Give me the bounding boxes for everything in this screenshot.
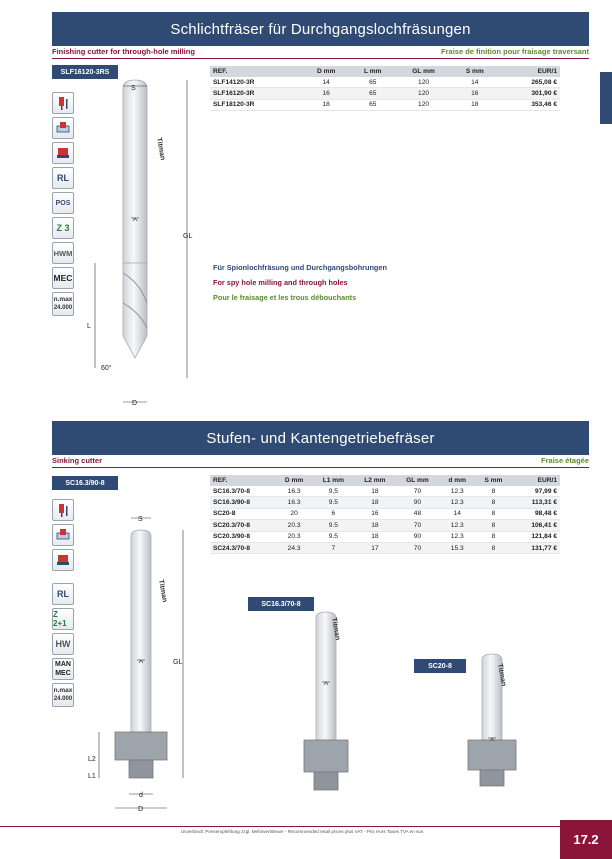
cell: SC20.3/90-8 (210, 531, 276, 542)
cell: 12.3 (439, 497, 475, 508)
cell: SC20-8 (210, 508, 276, 519)
col-ref: REF. (210, 475, 276, 486)
cell: 15.3 (439, 542, 475, 553)
cell: 24.3 (276, 542, 313, 553)
machine-icon (52, 549, 74, 571)
table-row (210, 497, 560, 508)
dim-gl: GL (183, 233, 193, 240)
dim-gl: GL (173, 659, 183, 666)
cell: 18 (354, 531, 396, 542)
cell: 301,90 € (498, 88, 560, 99)
section2-subtitle-fr: Fraise étagée (541, 456, 589, 465)
section2-brand: Titman (157, 579, 168, 603)
man-mec-icon (52, 658, 74, 680)
nmax-label: n.max (53, 296, 73, 303)
section2-tool-drawing (85, 510, 195, 815)
spindle-icon (52, 92, 74, 114)
table-header-row (210, 66, 560, 77)
cell: 18 (302, 99, 349, 110)
dim-s: S (138, 516, 143, 523)
cell: 113,31 € (512, 497, 560, 508)
col-price: EUR/1 (498, 66, 560, 77)
product-badge-1: SC16.3/70-8 (248, 597, 314, 611)
col-gl: GL mm (396, 66, 452, 77)
cell: 14 (439, 508, 475, 519)
dim-d: D (132, 400, 138, 407)
cell: 265,08 € (498, 77, 560, 88)
cell: 20 (276, 508, 313, 519)
cell: 12.3 (439, 520, 475, 531)
cell: 20.3 (276, 531, 313, 542)
section1-rule (52, 58, 589, 59)
col-l: L mm (350, 66, 396, 77)
pos-icon: POS (52, 192, 74, 214)
nmax-label: n.max (53, 687, 73, 694)
mec-icon: MEC (52, 267, 74, 289)
footer-rule (0, 826, 560, 827)
table-row (210, 508, 560, 519)
cell: 121,84 € (512, 531, 560, 542)
cell: 8 (475, 486, 512, 497)
col-price: EUR/1 (512, 475, 560, 486)
cell: 18 (451, 99, 498, 110)
cell: 18 (354, 486, 396, 497)
cell: 120 (396, 77, 452, 88)
cell: 12.3 (439, 486, 475, 497)
dim-d: D (138, 806, 144, 813)
cell: 106,41 € (512, 520, 560, 531)
cell: 16 (354, 508, 396, 519)
table-row (210, 531, 560, 542)
section2-spec-table (210, 475, 560, 554)
product-badge-2: SC20-8 (414, 659, 466, 673)
cell: 7 (313, 542, 355, 553)
cell: 16.3 (276, 486, 313, 497)
table-row (210, 542, 560, 553)
product-brand-1: Titman (330, 617, 341, 641)
cell: 6 (313, 508, 355, 519)
cell: 14 (451, 77, 498, 88)
col-d: D mm (276, 475, 313, 486)
col-small-d: d mm (439, 475, 475, 486)
section1-tool-drawing (85, 78, 205, 410)
section2-subtitle-en: Sinking cutter (52, 456, 103, 465)
cell: 70 (396, 520, 440, 531)
cell: 65 (350, 77, 396, 88)
section1-spec-table (210, 66, 560, 111)
section1-feature-en: For spy hole milling and through holes (213, 278, 348, 287)
cell: 65 (350, 99, 396, 110)
z-icon: Z 3 (52, 217, 74, 239)
col-l1: L1 mm (313, 475, 355, 486)
col-s: S mm (475, 475, 512, 486)
cell: 90 (396, 531, 440, 542)
cell: 16 (451, 88, 498, 99)
rotation-rl-icon: RL (52, 583, 74, 605)
cell: SLF14120-3R (210, 77, 302, 88)
dim-s: S (131, 85, 136, 92)
section1-brand: Titman (155, 137, 166, 161)
hwm-icon: HWM (52, 242, 74, 264)
cell: 70 (396, 542, 440, 553)
man-label: MAN (55, 661, 71, 668)
section2-rule (52, 467, 589, 468)
cell: 8 (475, 542, 512, 553)
spindle-icon (52, 499, 74, 521)
table-row (210, 88, 560, 99)
table-row (210, 486, 560, 497)
cell: SLF16120-3R (210, 88, 302, 99)
product-image-2 (462, 652, 524, 800)
cell: 9.5 (313, 531, 355, 542)
cell: 17 (354, 542, 396, 553)
cell: 120 (396, 99, 452, 110)
table-row (210, 520, 560, 531)
section1-icon-column (52, 92, 78, 319)
cell: SLF18120-3R (210, 99, 302, 110)
section1-subtitle-fr: Fraise de finition pour fraisage traversant (441, 47, 589, 56)
nmax-value: 24.000 (53, 305, 73, 311)
dim-l1: L1 (88, 773, 96, 780)
cell: 9,5 (313, 486, 355, 497)
cell: 8 (475, 520, 512, 531)
section1-feature-fr: Pour le fraisage et les trous débouchants (213, 293, 357, 302)
cell: 98,48 € (512, 508, 560, 519)
section1-feature-de: Für Spionlochfräsung und Durchgangsbohrungen (213, 263, 387, 272)
cell: 8 (475, 497, 512, 508)
cell: 48 (396, 508, 440, 519)
cell: 14 (302, 77, 349, 88)
cell: 12.3 (439, 531, 475, 542)
hw-icon: HW (52, 633, 74, 655)
section2-icon-column (52, 499, 78, 710)
cell: 8 (475, 531, 512, 542)
dim-l: L (87, 323, 91, 330)
cell: 120 (396, 88, 452, 99)
section1-ref-badge: SLF16120-3RS (52, 65, 118, 79)
machine-icon (52, 142, 74, 164)
cell: 16 (302, 88, 349, 99)
dim-small-d: d (139, 792, 143, 799)
nmax-value: 24.000 (53, 696, 73, 702)
hole-milling-icon (52, 117, 74, 139)
cell: SC20.3/70-8 (210, 520, 276, 531)
table-header-row (210, 475, 560, 486)
cell: 18 (354, 497, 396, 508)
col-l2: L2 mm (354, 475, 396, 486)
rotation-rl-icon: RL (52, 167, 74, 189)
cell: 9.5 (313, 497, 355, 508)
section2-ref-badge: SC16.3/90-8 (52, 476, 118, 490)
page-number: 17.2 (560, 820, 612, 859)
nmax-icon (52, 292, 74, 316)
cell: SC16.3/90-8 (210, 497, 276, 508)
z-icon: Z 2+1 (52, 608, 74, 630)
hole-milling-icon (52, 524, 74, 546)
mec-label: MEC (55, 670, 71, 677)
cell: 131,77 € (512, 542, 560, 553)
cell: 70 (396, 486, 440, 497)
chapter-tab[interactable] (600, 72, 612, 124)
dim-angle: 60° (101, 365, 112, 372)
cell: 16.3 (276, 497, 313, 508)
nmax-icon (52, 683, 74, 707)
table-row (210, 99, 560, 110)
cell: 90 (396, 497, 440, 508)
cell: 20.3 (276, 520, 313, 531)
cell: 97,99 € (512, 486, 560, 497)
footer-text: Unverbindl. Preisempfehlung zzgl. Mehrwertsteuer - Recommended retail prices plus VAT - Prix Hors Taxes TVA en sus (180, 829, 424, 834)
section1-subtitles (52, 44, 589, 58)
cell: 65 (350, 88, 396, 99)
cell: 8 (475, 508, 512, 519)
col-ref: REF. (210, 66, 302, 77)
cell: 353,46 € (498, 99, 560, 110)
table-row (210, 77, 560, 88)
col-s: S mm (451, 66, 498, 77)
col-gl: GL mm (396, 475, 440, 486)
product-brand-2: Titman (496, 663, 507, 687)
product-image-1 (296, 610, 356, 800)
cell: 9.5 (313, 520, 355, 531)
section2-subtitles (52, 453, 589, 467)
section1-title: Schlichtfräser für Durchgangslochfräsungen (52, 12, 589, 46)
dim-l2: L2 (88, 756, 96, 763)
cell: 18 (354, 520, 396, 531)
cell: SC24.3/70-8 (210, 542, 276, 553)
col-d: D mm (302, 66, 349, 77)
cell: SC16.3/70-8 (210, 486, 276, 497)
section2-title: Stufen- und Kantengetriebefräser (52, 421, 589, 455)
section1-subtitle-en: Finishing cutter for through-hole milling (52, 47, 195, 56)
